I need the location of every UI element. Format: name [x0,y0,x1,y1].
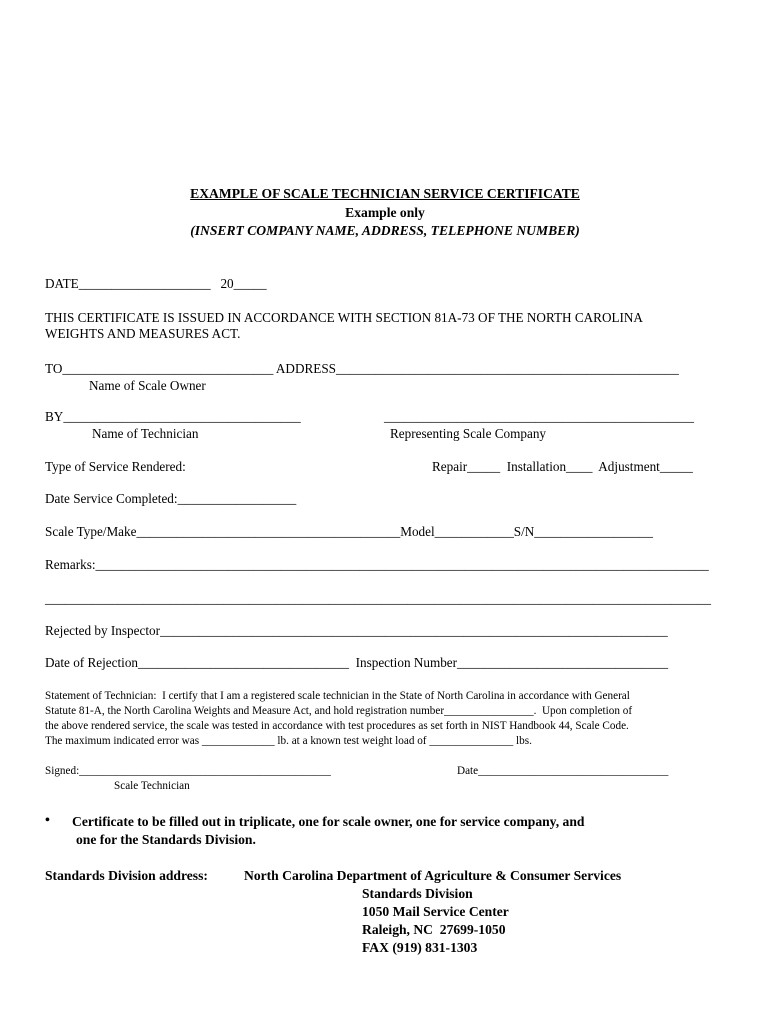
service-type-options[interactable]: Repair_____ Installation____ Adjustment_____ [432,459,693,474]
address-line-1: North Carolina Department of Agriculture & Consumer Services [244,868,622,883]
address-line-4: Raleigh, NC 27699-1050 [362,922,506,937]
date-field[interactable]: DATE____________________ 20_____ [45,276,267,291]
technician-field[interactable]: BY____________________________________ [45,409,301,424]
address-line-5: FAX (919) 831-1303 [362,940,478,955]
page-title: EXAMPLE OF SCALE TECHNICIAN SERVICE CERTIFICATE [190,186,580,201]
rejected-by-field[interactable]: Rejected by Inspector_____________________________________________________________________________ [45,623,668,638]
technician-statement-line-1: Statement of Technician: I certify that I am a registered scale technician in the State of North Carolina in accordance with General [45,690,630,702]
service-type-label: Type of Service Rendered: [45,459,186,474]
technician-caption: Name of Technician [92,426,199,441]
date-completed-field[interactable]: Date Service Completed:__________________ [45,491,297,506]
triplicate-note-line-1: Certificate to be filled out in triplicate, one for scale owner, one for service company, and [72,814,585,829]
remarks-field-line-2[interactable]: _____________________________________________________________________________________________________ [45,591,711,606]
remarks-field[interactable]: Remarks:_____________________________________________________________________________________________ [45,557,709,572]
rejection-date-field[interactable]: Date of Rejection________________________________ Inspection Number________________________________ [45,655,669,670]
to-address-field[interactable]: TO________________________________ ADDRESS____________________________________________________ [45,361,679,376]
triplicate-note-line-2: one for the Standards Division. [76,832,256,847]
scale-company-field[interactable]: _______________________________________________ [384,409,694,424]
scale-owner-caption: Name of Scale Owner [89,378,206,393]
certificate-statement-line-1: THIS CERTIFICATE IS ISSUED IN ACCORDANCE WITH SECTION 81A-73 OF THE NORTH CAROLINA [45,310,643,325]
technician-statement-line-2: Statute 81-A, the North Carolina Weights and Measure Act, and hold registration number________________. Upon completion of [45,705,633,717]
signature-date-field[interactable]: Date__________________________________ [457,765,669,777]
address-line-2: Standards Division [362,886,473,901]
scale-type-field[interactable]: Scale Type/Make________________________________________Model____________S/N__________________ [45,524,653,539]
address-label: Standards Division address: [45,868,208,883]
signature-field[interactable]: Signed:_____________________________________________ [45,765,331,777]
page-subtitle: Example only [345,205,425,220]
scale-technician-caption: Scale Technician [114,780,190,792]
technician-statement-line-3: the above rendered service, the scale was tested in accordance with test procedures as set forth in NIST Handbook 44, Scale Code. [45,720,629,732]
insert-company-line: (INSERT COMPANY NAME, ADDRESS, TELEPHONE NUMBER) [190,223,580,238]
address-line-3: 1050 Mail Service Center [362,904,509,919]
technician-statement-line-4: The maximum indicated error was _____________ lb. at a known test weight load of _______________ lbs. [45,735,532,747]
bullet-icon: • [45,813,50,828]
scale-company-caption: Representing Scale Company [390,426,547,441]
certificate-statement-line-2: WEIGHTS AND MEASURES ACT. [45,326,241,341]
